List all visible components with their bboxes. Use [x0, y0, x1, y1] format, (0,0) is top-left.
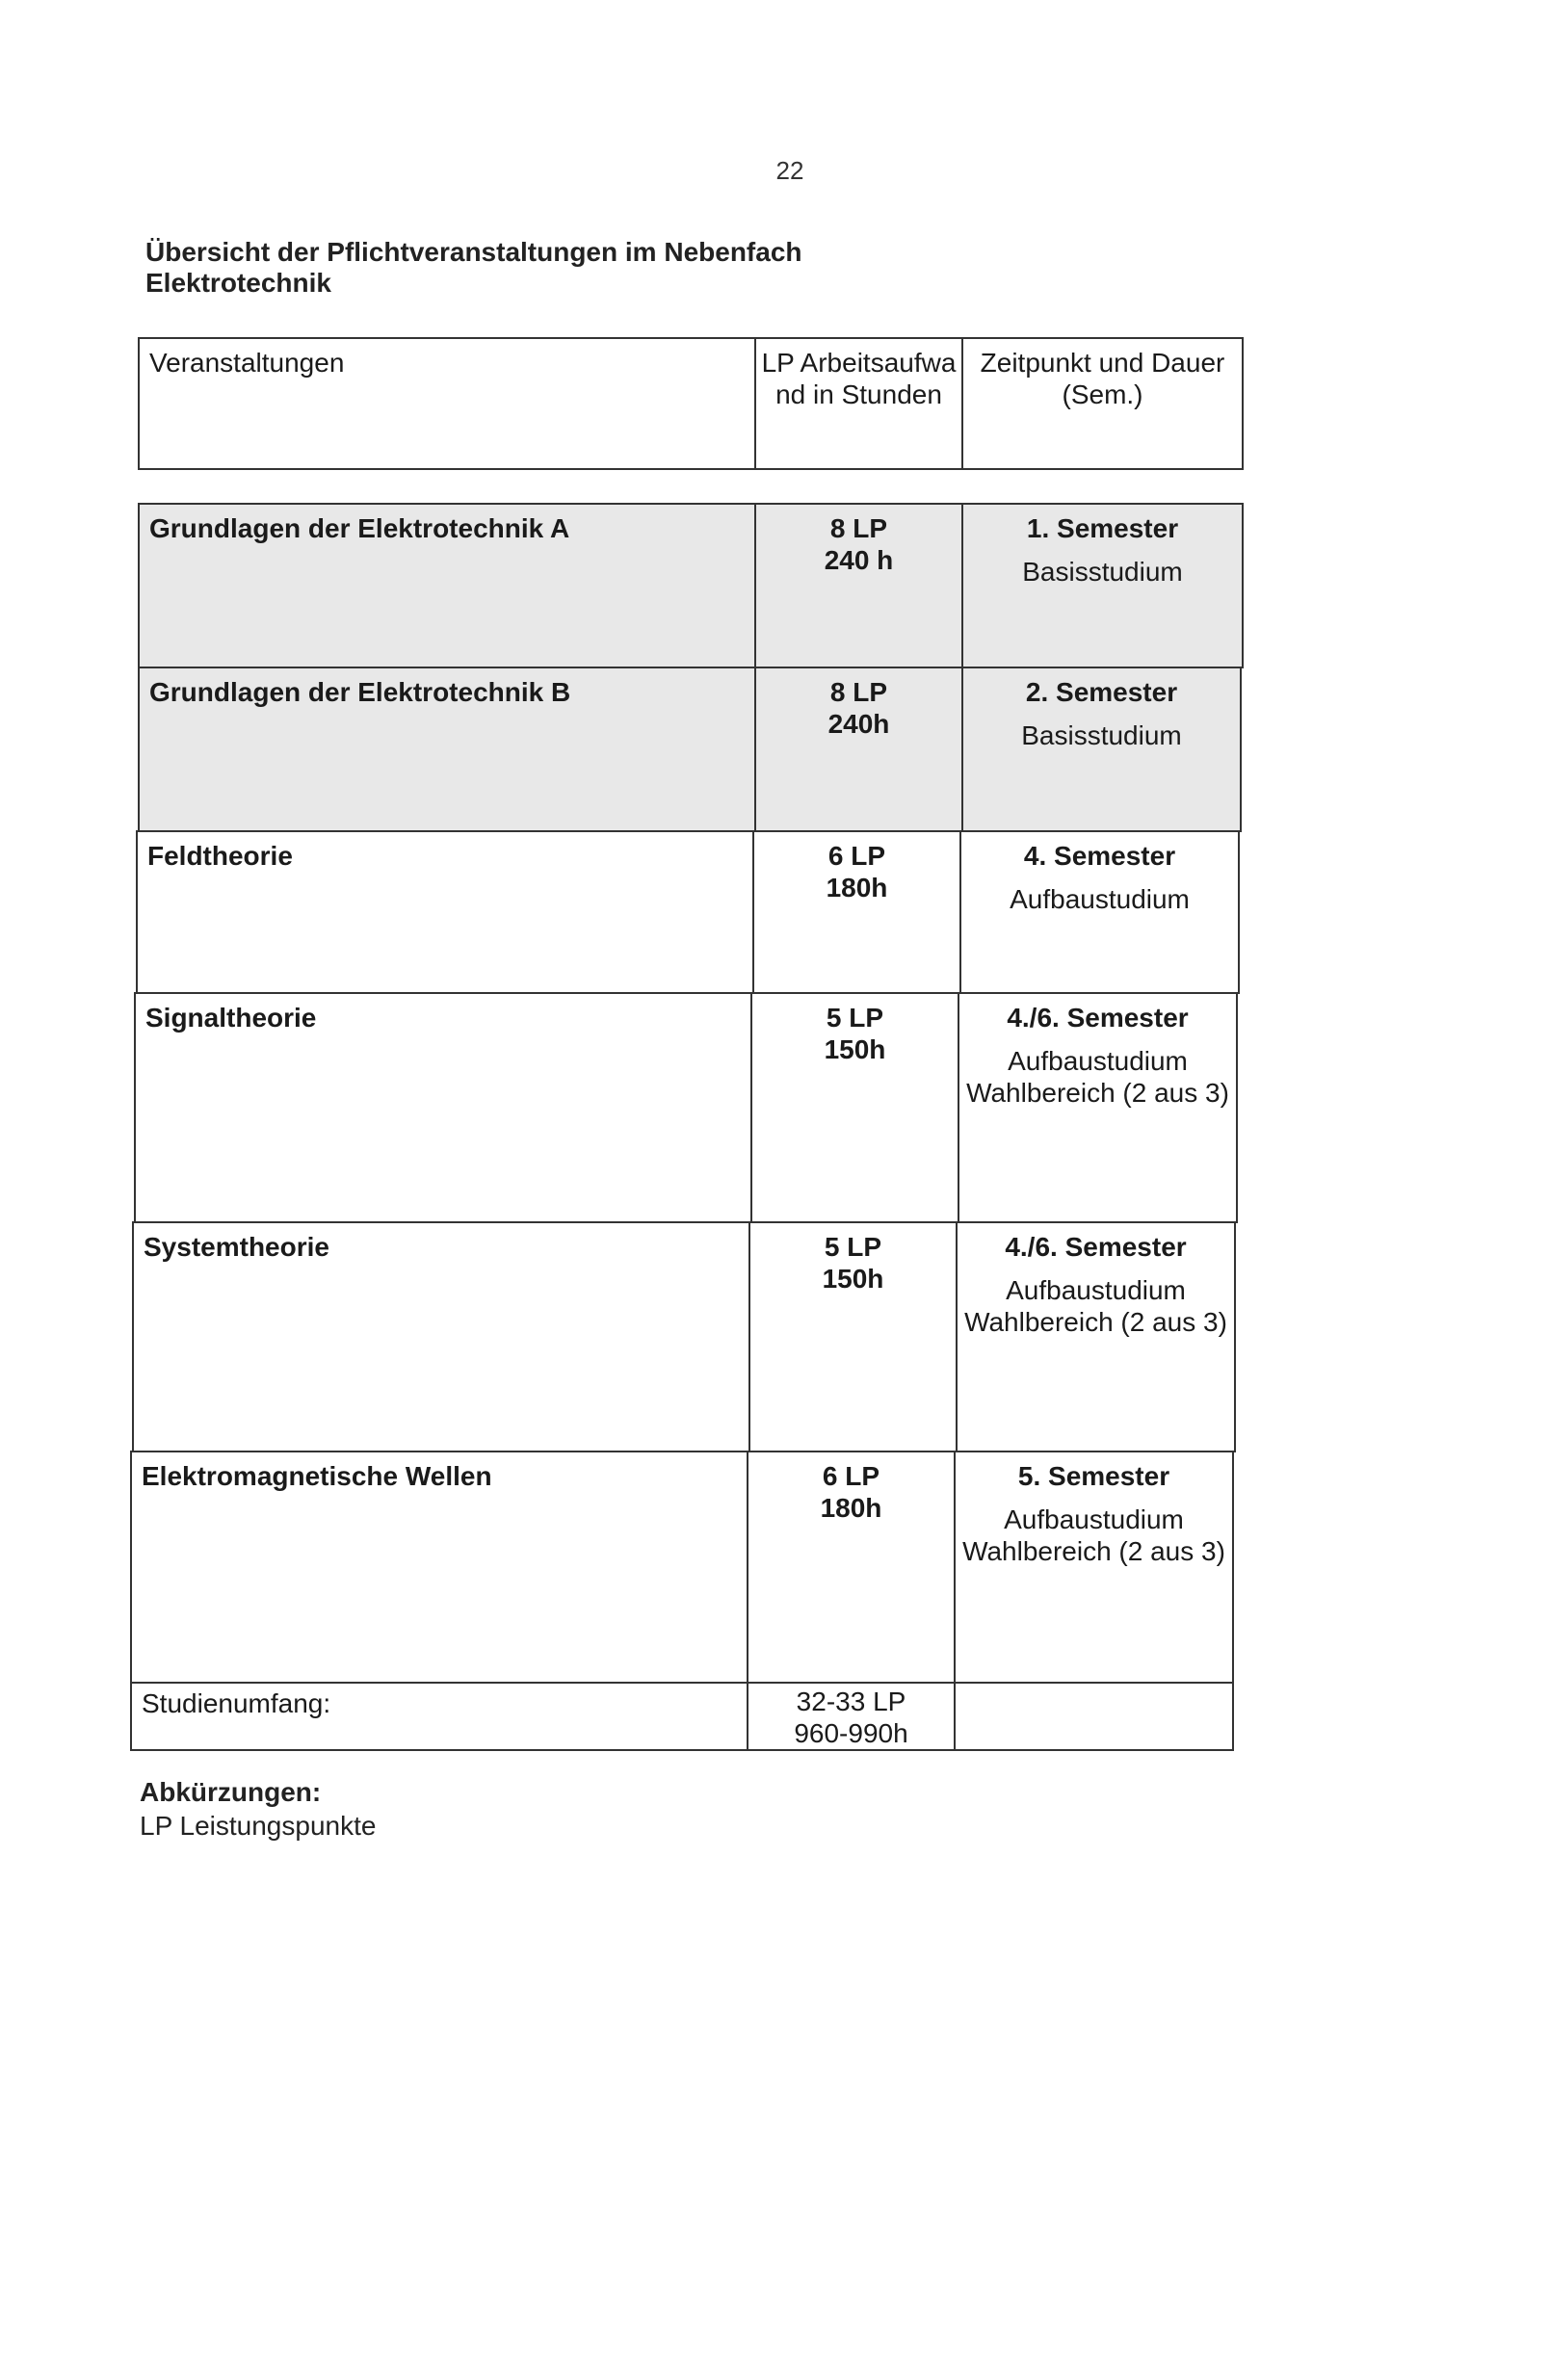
course-phase: Aufbaustudium Wahlbereich (2 aus 3) [964, 1275, 1227, 1337]
total-hours: 960-990h [794, 1718, 908, 1748]
course-lp-hours [756, 505, 963, 667]
course-name: Feldtheorie [138, 832, 754, 992]
course-lp-hours [752, 994, 959, 1221]
table-total-row [130, 1682, 1234, 1751]
course-semester: 4./6. Semester [1005, 1232, 1187, 1262]
page-title [145, 237, 1012, 299]
course-phase: Aufbaustudium Wahlbereich (2 aus 3) [962, 1504, 1225, 1566]
course-timing [961, 832, 1238, 992]
course-lp: 5 LP [826, 1003, 884, 1033]
course-hours: 150h [824, 1034, 886, 1064]
course-semester: 4./6. Semester [1007, 1003, 1189, 1033]
table-row [132, 1221, 1236, 1452]
course-lp: 8 LP [829, 677, 888, 707]
course-phase: Basisstudium [1022, 557, 1183, 587]
course-name: Elektromagnetische Wellen [132, 1452, 748, 1682]
course-name: Grundlagen der Elektrotechnik B [140, 668, 756, 830]
course-lp: 6 LP [827, 841, 886, 871]
course-lp: 6 LP [822, 1461, 880, 1491]
course-lp-hours [756, 668, 963, 830]
course-hours: 180h [826, 873, 888, 902]
course-name: Systemtheorie [134, 1223, 750, 1451]
course-hours: 150h [822, 1264, 884, 1294]
course-semester: 5. Semester [1017, 1461, 1170, 1491]
course-semester: 4. Semester [1023, 841, 1176, 871]
total-empty-cell [956, 1684, 1232, 1749]
course-timing [958, 1223, 1234, 1451]
course-lp-hours [754, 832, 961, 992]
header-lp-workload: LP Arbeitsaufwa nd in Stunden [756, 339, 963, 468]
abbreviations-heading: Abkürzungen: [140, 1777, 322, 1807]
table-row [138, 667, 1242, 832]
table-row [136, 830, 1240, 994]
course-semester: 1. Semester [1026, 513, 1179, 543]
course-lp: 8 LP [829, 513, 888, 543]
header-timing: Zeitpunkt und Dauer (Sem.) [980, 348, 1225, 409]
course-lp-hours [750, 1223, 958, 1451]
course-semester: 2. Semester [1025, 677, 1178, 707]
course-hours: 180h [820, 1493, 882, 1523]
total-lp: 32-33 LP [796, 1687, 906, 1716]
course-name: Grundlagen der Elektrotechnik A [140, 505, 756, 667]
header-courses: Veranstaltungen [140, 339, 756, 468]
course-lp: 5 LP [824, 1232, 882, 1262]
table-row [130, 1451, 1234, 1684]
title-line-2: Elektrotechnik [145, 268, 331, 298]
table-row [134, 992, 1238, 1223]
course-phase: Aufbaustudium Wahlbereich (2 aus 3) [966, 1046, 1229, 1108]
abbreviation-item: LP Leistungspunkte [140, 1811, 377, 1841]
course-name: Signaltheorie [136, 994, 752, 1221]
table-row [138, 503, 1244, 668]
course-timing [959, 994, 1236, 1221]
course-timing [963, 505, 1242, 667]
total-label: Studienumfang: [132, 1684, 748, 1749]
course-lp-hours [748, 1452, 956, 1682]
table-header [138, 337, 1244, 470]
course-phase: Basisstudium [1021, 720, 1182, 750]
course-hours: 240 h [824, 545, 894, 575]
total-lp-hours [748, 1684, 956, 1749]
course-timing [963, 668, 1240, 830]
page-number: 22 [775, 156, 804, 185]
course-timing [956, 1452, 1232, 1682]
course-hours: 240h [827, 709, 890, 739]
title-line-1: Übersicht der Pflichtveranstaltungen im Nebenfach [145, 237, 802, 267]
course-phase: Aufbaustudium [1010, 884, 1190, 914]
